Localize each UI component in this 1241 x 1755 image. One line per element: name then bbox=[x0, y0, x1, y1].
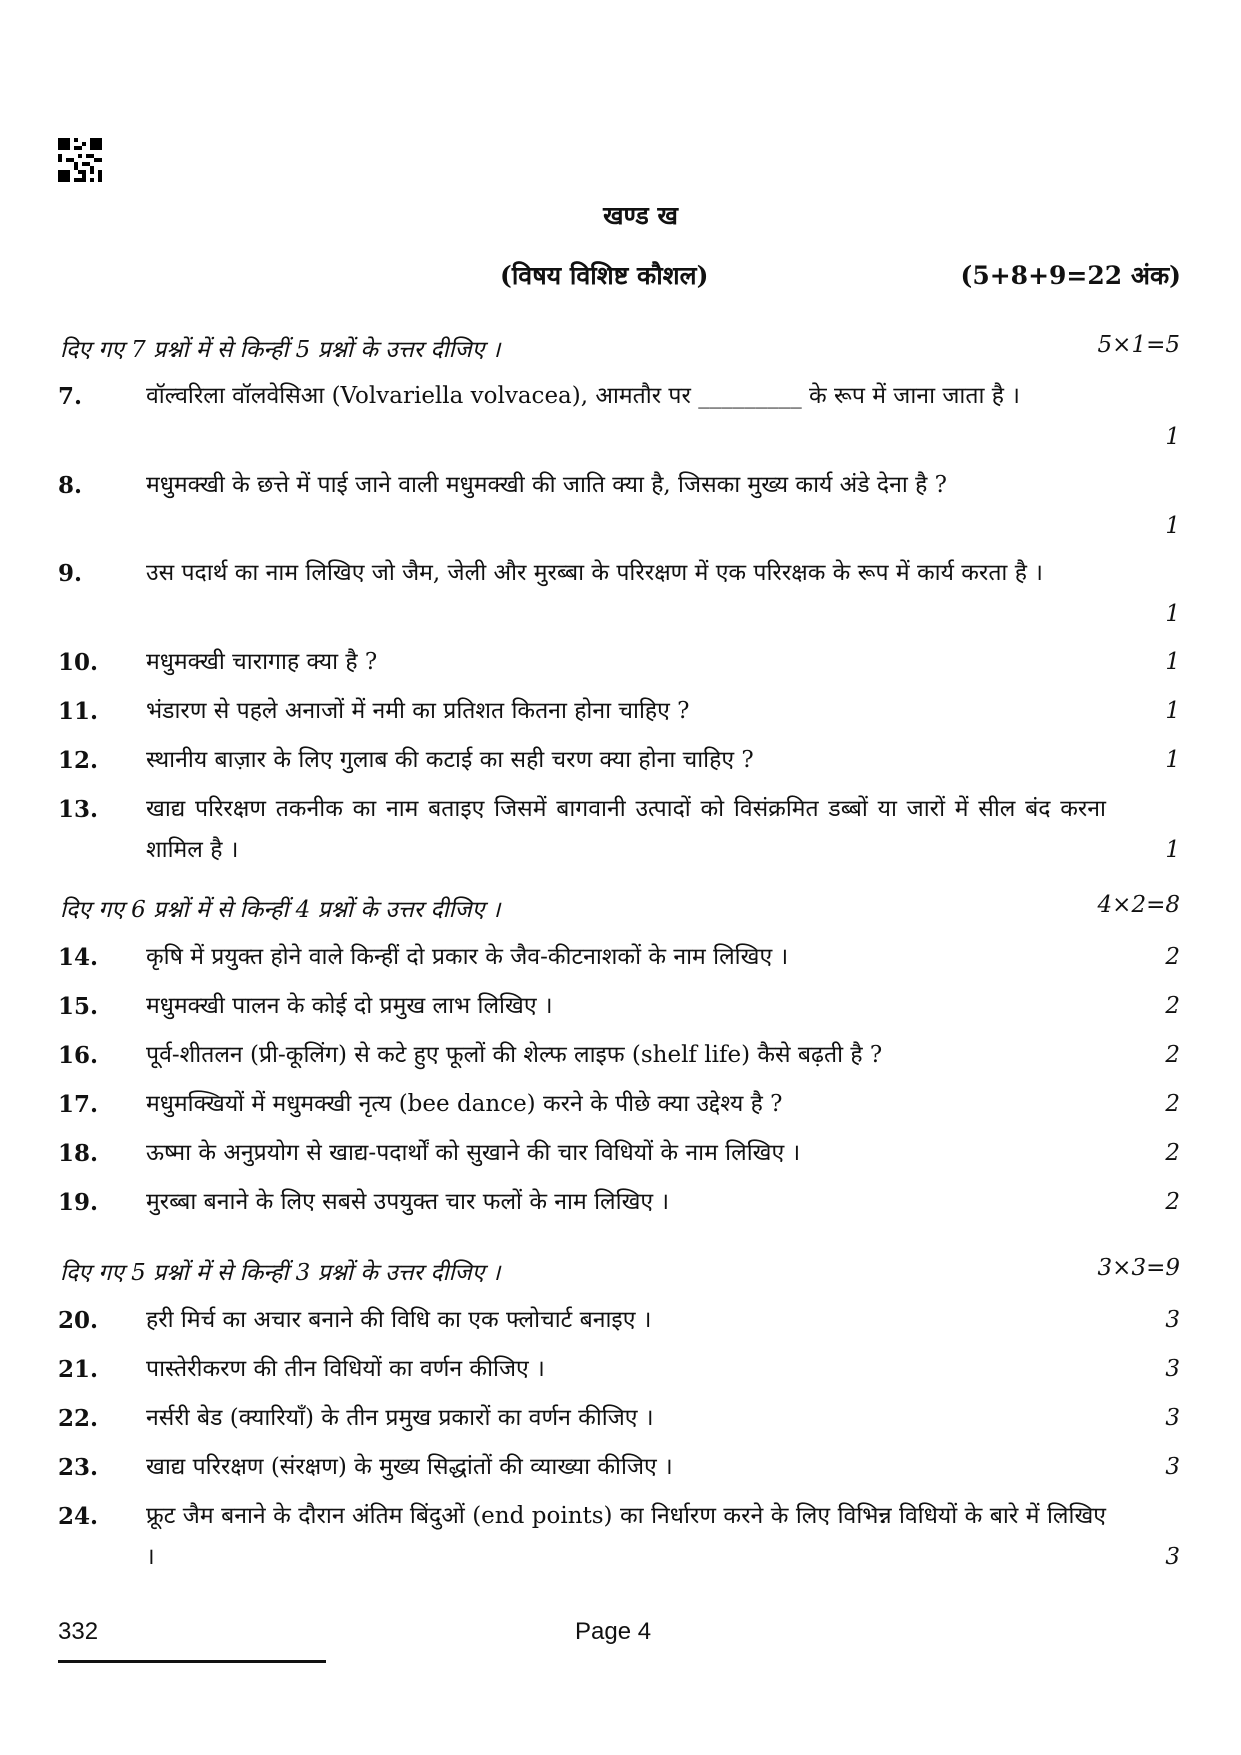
question-text: वॉल्वरिला वॉलवेसिआ (Volvariella volvacea), आमतौर पर _________ के रूप में जाना जाता है । bbox=[146, 383, 1020, 409]
question-text: मधुमक्खी के छत्ते में पाई जाने वाली मधुमक्खी की जाति क्या है, जिसका मुख्य कार्य अंडे देना है ? bbox=[146, 472, 947, 498]
question-text: हरी मिर्च का अचार बनाने की विधि का एक फ्लोचार्ट बनाइए । bbox=[146, 1307, 652, 1333]
question-item bbox=[58, 986, 1180, 1027]
question-marks: 1 bbox=[1165, 747, 1180, 773]
group-marks: 3×3=9 bbox=[1097, 1255, 1180, 1281]
question-marks: 2 bbox=[1165, 1042, 1180, 1068]
question-text: खाद्य परिरक्षण तकनीक का नाम बताइए जिसमें बागवानी उत्पादों को विसंक्रमित डब्बों या जारों में सील बंद करना शामिल है । bbox=[146, 796, 1106, 863]
question-marks: 3 bbox=[1165, 1405, 1180, 1431]
question-number: 20. bbox=[58, 1307, 99, 1334]
paper-code: 332 bbox=[58, 1618, 99, 1645]
question-number: 23. bbox=[58, 1454, 99, 1481]
question-marks: 2 bbox=[1165, 1091, 1180, 1117]
question-text: मुरब्बा बनाने के लिए सबसे उपयुक्त चार फलों के नाम लिखिए । bbox=[146, 1189, 670, 1215]
group-marks: 5×1=5 bbox=[1097, 332, 1180, 358]
question-text: फ्रूट जैम बनाने के दौरान अंतिम बिंदुओं (end points) का निर्धारण करने के लिए विभिन्न विधियों के बारे में लिखिए । bbox=[146, 1503, 1106, 1570]
question-item bbox=[58, 465, 1180, 547]
question-marks: 2 bbox=[1165, 993, 1180, 1019]
question-text: कृषि में प्रयुक्त होने वाले किन्हीं दो प्रकार के जैव-कीटनाशकों के नाम लिखिए । bbox=[146, 944, 789, 970]
question-text: पूर्व-शीतलन (प्री-कूलिंग) से कटे हुए फूलों की शेल्फ लाइफ (shelf life) कैसे बढ़ती है ? bbox=[146, 1042, 883, 1068]
question-text: नर्सरी बेड (क्यारियाँ) के तीन प्रमुख प्रकारों का वर्णन कीजिए । bbox=[146, 1405, 654, 1431]
question-marks: 2 bbox=[1165, 1189, 1180, 1215]
group-instruction bbox=[60, 892, 1180, 924]
question-marks: 2 bbox=[1165, 944, 1180, 970]
question-text: उस पदार्थ का नाम लिखिए जो जैम, जेली और मुरब्बा के परिरक्षण में एक परिरक्षक के रूप में कार्य करता है । bbox=[146, 560, 1043, 586]
question-number: 24. bbox=[58, 1503, 99, 1530]
section-title: खण्ड ख bbox=[603, 201, 678, 230]
question-number: 9. bbox=[58, 560, 83, 587]
question-number: 8. bbox=[58, 472, 83, 499]
question-item bbox=[58, 1084, 1180, 1125]
question-marks: 1 bbox=[1165, 513, 1180, 539]
instruction-text: दिए गए 5 प्रश्नों में से किन्हीं 3 प्रश्नों के उत्तर दीजिए । bbox=[60, 1260, 501, 1286]
question-number: 7. bbox=[58, 383, 83, 410]
question-marks: 3 bbox=[1165, 1454, 1180, 1480]
question-text: ऊष्मा के अनुप्रयोग से खाद्य-पदार्थों को सुखाने की चार विधियों के नाम लिखिए । bbox=[146, 1140, 801, 1166]
question-number: 19. bbox=[58, 1189, 99, 1216]
question-number: 16. bbox=[58, 1042, 99, 1069]
question-number: 21. bbox=[58, 1356, 99, 1383]
footer-rule bbox=[58, 1660, 326, 1663]
question-marks: 1 bbox=[1165, 601, 1180, 627]
question-item bbox=[58, 789, 1180, 871]
section-subtitle: (विषय विशिष्ट कौशल) bbox=[500, 261, 709, 290]
question-number: 14. bbox=[58, 944, 99, 971]
question-text: पास्तेरीकरण की तीन विधियों का वर्णन कीजिए । bbox=[146, 1356, 545, 1382]
question-number: 11. bbox=[58, 698, 99, 725]
group-instruction bbox=[60, 332, 1180, 364]
question-item bbox=[58, 937, 1180, 978]
question-item bbox=[58, 1182, 1180, 1223]
question-item bbox=[58, 691, 1180, 732]
question-item bbox=[58, 642, 1180, 683]
question-marks: 3 bbox=[1165, 1307, 1180, 1333]
group-instruction bbox=[60, 1255, 1180, 1287]
question-text: मधुमक्खियों में मधुमक्खी नृत्य (bee dance) करने के पीछे क्या उद्देश्य है ? bbox=[146, 1091, 783, 1117]
question-text: मधुमक्खी पालन के कोई दो प्रमुख लाभ लिखिए । bbox=[146, 993, 553, 1019]
question-marks: 1 bbox=[1165, 837, 1180, 863]
question-text: भंडारण से पहले अनाजों में नमी का प्रतिशत कितना होना चाहिए ? bbox=[146, 698, 690, 724]
instruction-text: दिए गए 7 प्रश्नों में से किन्हीं 5 प्रश्नों के उत्तर दीजिए । bbox=[60, 337, 501, 363]
question-item bbox=[58, 1496, 1180, 1578]
question-text: मधुमक्खी चारागाह क्या है ? bbox=[146, 649, 378, 675]
question-marks: 3 bbox=[1165, 1356, 1180, 1382]
question-item bbox=[58, 1447, 1180, 1488]
question-item bbox=[58, 1398, 1180, 1439]
question-number: 18. bbox=[58, 1140, 99, 1167]
question-item bbox=[58, 1349, 1180, 1390]
qr-code-icon bbox=[58, 138, 102, 182]
question-number: 22. bbox=[58, 1405, 99, 1432]
question-item bbox=[58, 740, 1180, 781]
question-marks: 1 bbox=[1165, 424, 1180, 450]
instruction-text: दिए गए 6 प्रश्नों में से किन्हीं 4 प्रश्नों के उत्तर दीजिए । bbox=[60, 897, 501, 923]
question-marks: 3 bbox=[1165, 1544, 1180, 1570]
question-item bbox=[58, 553, 1180, 635]
question-number: 15. bbox=[58, 993, 99, 1020]
question-number: 17. bbox=[58, 1091, 99, 1118]
question-item bbox=[58, 376, 1180, 458]
group-marks: 4×2=8 bbox=[1097, 892, 1180, 918]
question-marks: 1 bbox=[1165, 698, 1180, 724]
question-number: 13. bbox=[58, 796, 99, 823]
section-total-marks: (5+8+9=22 अंक) bbox=[960, 261, 1181, 290]
question-item bbox=[58, 1133, 1180, 1174]
question-number: 12. bbox=[58, 747, 99, 774]
question-marks: 1 bbox=[1165, 649, 1180, 675]
question-item bbox=[58, 1300, 1180, 1341]
question-text: स्थानीय बाज़ार के लिए गुलाब की कटाई का सही चरण क्या होना चाहिए ? bbox=[146, 747, 754, 773]
question-number: 10. bbox=[58, 649, 99, 676]
question-item bbox=[58, 1035, 1180, 1076]
question-text: खाद्य परिरक्षण (संरक्षण) के मुख्य सिद्धांतों की व्याख्या कीजिए । bbox=[146, 1454, 673, 1480]
question-marks: 2 bbox=[1165, 1140, 1180, 1166]
page-number: Page 4 bbox=[575, 1618, 652, 1645]
